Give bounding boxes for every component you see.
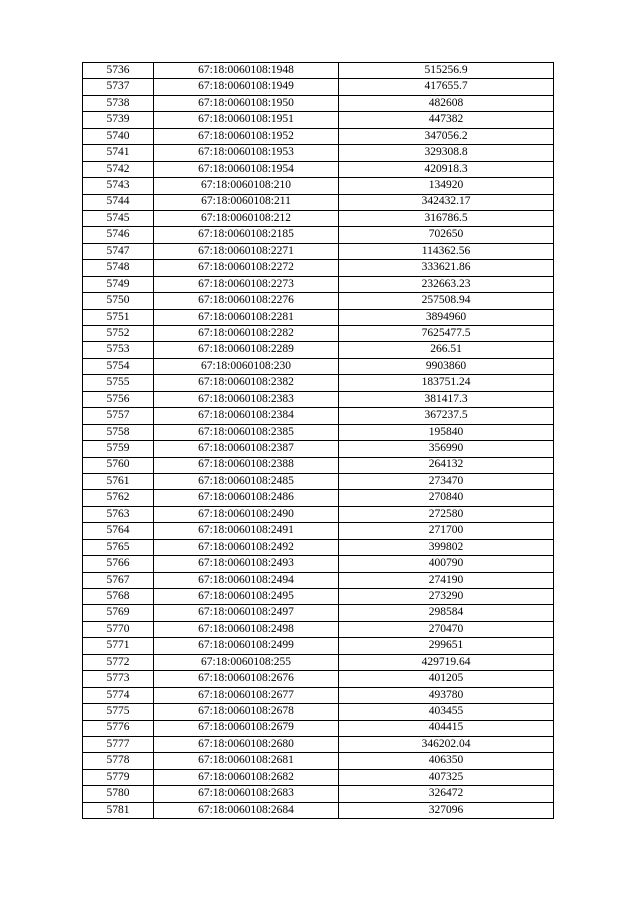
value-cell: 482608: [339, 95, 554, 111]
row-number-cell: 5781: [83, 802, 154, 818]
cadastral-number-cell: 67:18:0060108:2384: [154, 408, 339, 424]
cadastral-number-cell: 67:18:0060108:2492: [154, 539, 339, 555]
value-cell: 270470: [339, 621, 554, 637]
value-cell: 183751.24: [339, 375, 554, 391]
cadastral-number-cell: 67:18:0060108:2678: [154, 704, 339, 720]
value-cell: 404415: [339, 720, 554, 736]
cadastral-number-cell: 67:18:0060108:2185: [154, 227, 339, 243]
row-number-cell: 5761: [83, 473, 154, 489]
row-number-cell: 5743: [83, 178, 154, 194]
cadastral-number-cell: 67:18:0060108:2495: [154, 589, 339, 605]
value-cell: 407325: [339, 769, 554, 785]
value-cell: 356990: [339, 441, 554, 457]
row-number-cell: 5739: [83, 112, 154, 128]
table-row: [83, 293, 554, 309]
row-number-cell: 5774: [83, 687, 154, 703]
value-cell: 195840: [339, 424, 554, 440]
table-row: [83, 539, 554, 555]
table-row: [83, 687, 554, 703]
table-row: [83, 326, 554, 342]
value-cell: 326472: [339, 786, 554, 802]
value-cell: 3894960: [339, 309, 554, 325]
table-row: [83, 736, 554, 752]
cadastral-number-cell: 67:18:0060108:1948: [154, 63, 339, 79]
value-cell: 9903860: [339, 358, 554, 374]
cadastral-number-cell: 67:18:0060108:2677: [154, 687, 339, 703]
table-row: [83, 128, 554, 144]
cadastral-number-cell: 67:18:0060108:2485: [154, 473, 339, 489]
cadastral-number-cell: 67:18:0060108:2491: [154, 523, 339, 539]
value-cell: 232663.23: [339, 276, 554, 292]
table-row: [83, 145, 554, 161]
table-row: [83, 457, 554, 473]
table-row: [83, 243, 554, 259]
row-number-cell: 5750: [83, 293, 154, 309]
cadastral-number-cell: 67:18:0060108:2676: [154, 671, 339, 687]
row-number-cell: 5745: [83, 210, 154, 226]
table-body: [83, 63, 554, 819]
value-cell: 702650: [339, 227, 554, 243]
table-row: [83, 654, 554, 670]
row-number-cell: 5737: [83, 79, 154, 95]
cadastral-number-cell: 67:18:0060108:1950: [154, 95, 339, 111]
value-cell: 429719.64: [339, 654, 554, 670]
table-row: [83, 473, 554, 489]
row-number-cell: 5773: [83, 671, 154, 687]
cadastral-number-cell: 67:18:0060108:2493: [154, 556, 339, 572]
row-number-cell: 5742: [83, 161, 154, 177]
cadastral-number-cell: 67:18:0060108:211: [154, 194, 339, 210]
cadastral-number-cell: 67:18:0060108:2276: [154, 293, 339, 309]
value-cell: 264132: [339, 457, 554, 473]
row-number-cell: 5753: [83, 342, 154, 358]
row-number-cell: 5740: [83, 128, 154, 144]
row-number-cell: 5777: [83, 736, 154, 752]
table-row: [83, 589, 554, 605]
value-cell: 316786.5: [339, 210, 554, 226]
cadastral-number-cell: 67:18:0060108:2281: [154, 309, 339, 325]
cadastral-number-cell: 67:18:0060108:1951: [154, 112, 339, 128]
row-number-cell: 5780: [83, 786, 154, 802]
cadastral-number-cell: 67:18:0060108:2282: [154, 326, 339, 342]
cadastral-number-cell: 67:18:0060108:255: [154, 654, 339, 670]
row-number-cell: 5741: [83, 145, 154, 161]
cadastral-number-cell: 67:18:0060108:2272: [154, 260, 339, 276]
cadastral-number-cell: 67:18:0060108:210: [154, 178, 339, 194]
value-cell: 406350: [339, 753, 554, 769]
table-row: [83, 556, 554, 572]
cadastral-number-cell: 67:18:0060108:1953: [154, 145, 339, 161]
value-cell: 266.51: [339, 342, 554, 358]
cadastral-number-cell: 67:18:0060108:2679: [154, 720, 339, 736]
row-number-cell: 5766: [83, 556, 154, 572]
cadastral-number-cell: 67:18:0060108:2486: [154, 490, 339, 506]
table-row: [83, 572, 554, 588]
value-cell: 399802: [339, 539, 554, 555]
row-number-cell: 5765: [83, 539, 154, 555]
row-number-cell: 5762: [83, 490, 154, 506]
cadastral-number-cell: 67:18:0060108:2388: [154, 457, 339, 473]
table-row: [83, 194, 554, 210]
row-number-cell: 5736: [83, 63, 154, 79]
table-row: [83, 605, 554, 621]
value-cell: 347056.2: [339, 128, 554, 144]
table-row: [83, 391, 554, 407]
row-number-cell: 5755: [83, 375, 154, 391]
row-number-cell: 5769: [83, 605, 154, 621]
cadastral-value-table: [82, 62, 554, 819]
table-row: [83, 210, 554, 226]
value-cell: 274190: [339, 572, 554, 588]
table-row: [83, 342, 554, 358]
row-number-cell: 5760: [83, 457, 154, 473]
value-cell: 272580: [339, 506, 554, 522]
cadastral-number-cell: 67:18:0060108:212: [154, 210, 339, 226]
table-row: [83, 802, 554, 818]
row-number-cell: 5738: [83, 95, 154, 111]
value-cell: 273290: [339, 589, 554, 605]
table-row: [83, 95, 554, 111]
value-cell: 273470: [339, 473, 554, 489]
row-number-cell: 5767: [83, 572, 154, 588]
table-row: [83, 490, 554, 506]
table-row: [83, 638, 554, 654]
table-row: [83, 375, 554, 391]
row-number-cell: 5751: [83, 309, 154, 325]
value-cell: 493780: [339, 687, 554, 703]
row-number-cell: 5770: [83, 621, 154, 637]
table-row: [83, 408, 554, 424]
table-row: [83, 769, 554, 785]
row-number-cell: 5768: [83, 589, 154, 605]
table-row: [83, 161, 554, 177]
cadastral-number-cell: 67:18:0060108:2684: [154, 802, 339, 818]
cadastral-number-cell: 67:18:0060108:2497: [154, 605, 339, 621]
table-row: [83, 441, 554, 457]
row-number-cell: 5747: [83, 243, 154, 259]
value-cell: 327096: [339, 802, 554, 818]
cadastral-number-cell: 67:18:0060108:2490: [154, 506, 339, 522]
table-row: [83, 424, 554, 440]
cadastral-number-cell: 67:18:0060108:2273: [154, 276, 339, 292]
cadastral-number-cell: 67:18:0060108:2383: [154, 391, 339, 407]
cadastral-number-cell: 67:18:0060108:2494: [154, 572, 339, 588]
value-cell: 271700: [339, 523, 554, 539]
cadastral-number-cell: 67:18:0060108:2385: [154, 424, 339, 440]
table-row: [83, 671, 554, 687]
value-cell: 346202.04: [339, 736, 554, 752]
cadastral-number-cell: 67:18:0060108:1952: [154, 128, 339, 144]
cadastral-number-cell: 67:18:0060108:1954: [154, 161, 339, 177]
table-row: [83, 720, 554, 736]
table-row: [83, 112, 554, 128]
cadastral-number-cell: 67:18:0060108:2499: [154, 638, 339, 654]
value-cell: 401205: [339, 671, 554, 687]
row-number-cell: 5757: [83, 408, 154, 424]
row-number-cell: 5763: [83, 506, 154, 522]
table-row: [83, 523, 554, 539]
row-number-cell: 5748: [83, 260, 154, 276]
cadastral-number-cell: 67:18:0060108:2289: [154, 342, 339, 358]
row-number-cell: 5764: [83, 523, 154, 539]
cadastral-number-cell: 67:18:0060108:230: [154, 358, 339, 374]
cadastral-number-cell: 67:18:0060108:2382: [154, 375, 339, 391]
value-cell: 447382: [339, 112, 554, 128]
table-row: [83, 309, 554, 325]
value-cell: 342432.17: [339, 194, 554, 210]
table-row: [83, 63, 554, 79]
value-cell: 417655.7: [339, 79, 554, 95]
row-number-cell: 5775: [83, 704, 154, 720]
table-row: [83, 753, 554, 769]
value-cell: 333621.86: [339, 260, 554, 276]
value-cell: 400790: [339, 556, 554, 572]
value-cell: 403455: [339, 704, 554, 720]
table-row: [83, 79, 554, 95]
table-row: [83, 227, 554, 243]
value-cell: 329308.8: [339, 145, 554, 161]
cadastral-number-cell: 67:18:0060108:1949: [154, 79, 339, 95]
value-cell: 381417.3: [339, 391, 554, 407]
row-number-cell: 5778: [83, 753, 154, 769]
table-row: [83, 178, 554, 194]
cadastral-number-cell: 67:18:0060108:2682: [154, 769, 339, 785]
cadastral-number-cell: 67:18:0060108:2680: [154, 736, 339, 752]
value-cell: 299651: [339, 638, 554, 654]
cadastral-number-cell: 67:18:0060108:2681: [154, 753, 339, 769]
value-cell: 420918.3: [339, 161, 554, 177]
value-cell: 367237.5: [339, 408, 554, 424]
row-number-cell: 5749: [83, 276, 154, 292]
value-cell: 298584: [339, 605, 554, 621]
cadastral-number-cell: 67:18:0060108:2683: [154, 786, 339, 802]
row-number-cell: 5779: [83, 769, 154, 785]
value-cell: 515256.9: [339, 63, 554, 79]
value-cell: 134920: [339, 178, 554, 194]
row-number-cell: 5752: [83, 326, 154, 342]
value-cell: 257508.94: [339, 293, 554, 309]
table-row: [83, 704, 554, 720]
cadastral-number-cell: 67:18:0060108:2387: [154, 441, 339, 457]
cadastral-number-cell: 67:18:0060108:2498: [154, 621, 339, 637]
table-row: [83, 260, 554, 276]
row-number-cell: 5756: [83, 391, 154, 407]
row-number-cell: 5744: [83, 194, 154, 210]
table-row: [83, 358, 554, 374]
value-cell: 7625477.5: [339, 326, 554, 342]
table-row: [83, 621, 554, 637]
row-number-cell: 5758: [83, 424, 154, 440]
row-number-cell: 5771: [83, 638, 154, 654]
value-cell: 270840: [339, 490, 554, 506]
row-number-cell: 5746: [83, 227, 154, 243]
table-row: [83, 506, 554, 522]
row-number-cell: 5772: [83, 654, 154, 670]
row-number-cell: 5759: [83, 441, 154, 457]
value-cell: 114362.56: [339, 243, 554, 259]
table-row: [83, 786, 554, 802]
table-row: [83, 276, 554, 292]
cadastral-number-cell: 67:18:0060108:2271: [154, 243, 339, 259]
row-number-cell: 5776: [83, 720, 154, 736]
row-number-cell: 5754: [83, 358, 154, 374]
